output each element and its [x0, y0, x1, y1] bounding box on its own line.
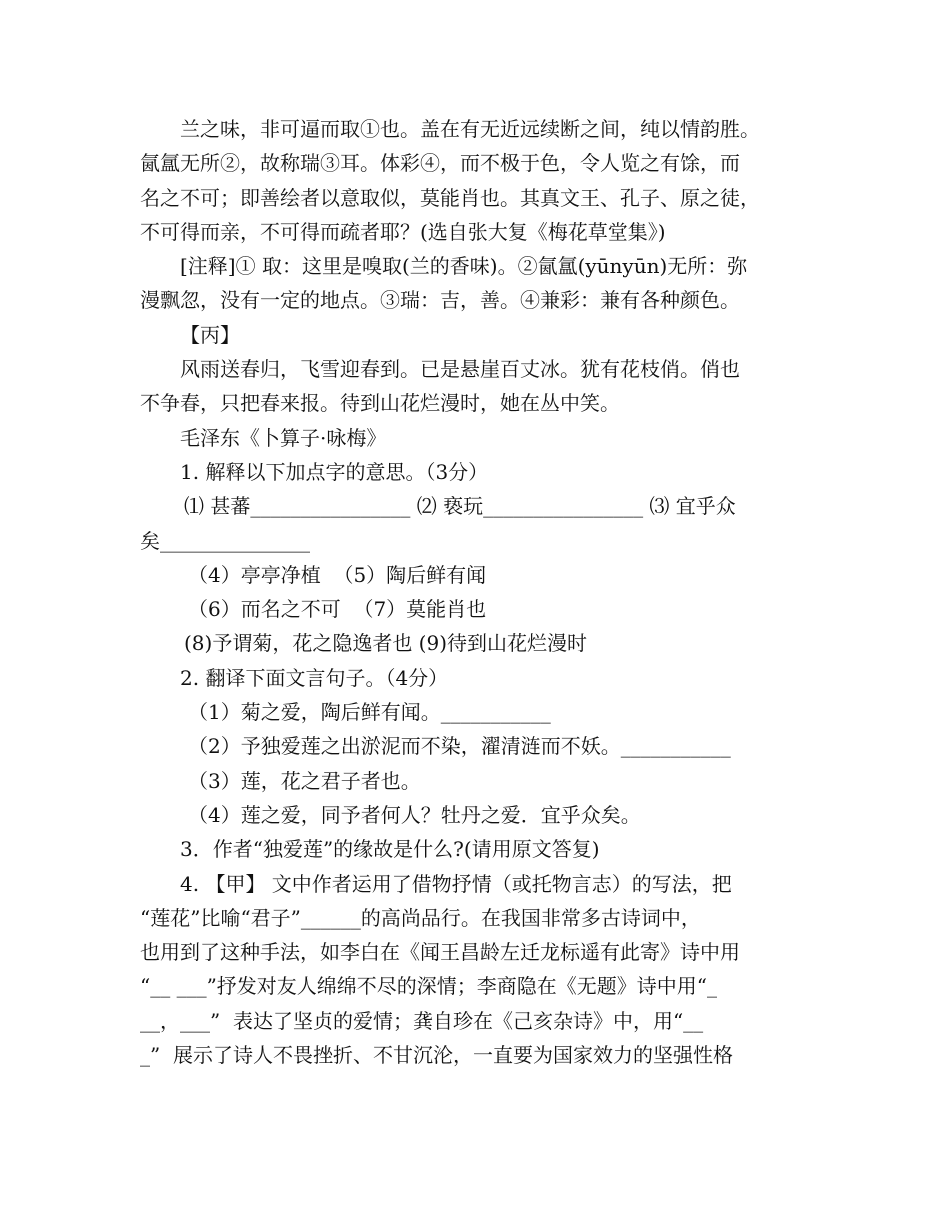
question-4-line: _” 展示了诗人不畏挫折、不甘沉沦，一直要为国家效力的坚强性格 — [140, 1043, 733, 1068]
question-1-blanks-cont: 矣_______________ — [140, 528, 310, 553]
passage-line: 兰之味，非可逼而取①也。盖在有无近远续断之间，纯以情韵胜。 — [180, 117, 760, 141]
question-4-line: __，___” 表达了坚贞的爱情；龚自珍在《己亥杂诗》中，用“__ — [140, 1008, 704, 1033]
question-2-item: （1）菊之爱，陶后鲜有闻。___________ — [188, 700, 551, 725]
question-2-item: （4）莲之爱，同予者何人？牡丹之爱．宜乎众矣。 — [188, 802, 641, 827]
section-heading-bing: 【丙】 — [180, 322, 240, 347]
question-1-items: （4）亭亭净植 （5）陶后鲜有闻 — [188, 562, 487, 587]
question-2: 2. 翻译下面文言句子。（4分） — [180, 665, 449, 690]
question-3: 3．作者“独爱莲”的缘故是什么?(请用原文答复) — [180, 837, 600, 862]
question-2-item: （2）予独爱莲之出淤泥而不染，濯清涟而不妖。___________ — [188, 734, 731, 759]
poem-attribution: 毛泽东《卜算子·咏梅》 — [180, 425, 387, 450]
question-1-blanks: ⑴ 甚蕃________________ ⑵ 亵玩________________ ⑶ 宜乎众 — [184, 494, 736, 519]
question-4: 4. 【甲】 文中作者运用了借物抒情（或托物言志）的写法，把 — [180, 871, 732, 896]
question-2-item: （3）莲，花之君子者也。 — [188, 768, 421, 793]
document-page — [140, 112, 820, 1072]
passage-line: 不可得而亲，不可得而疏者耶？(选自张大复《梅花草堂集》) — [140, 219, 666, 244]
poem-line: 风雨送春归，飞雪迎春到。已是悬崖百丈冰。犹有花枝俏。俏也 — [180, 357, 740, 382]
passage-line: 名之不可；即善绘者以意取似，莫能肖也。其真文王、孔子、原之徒， — [140, 185, 760, 210]
annotation-line: [注释]① 取：这里是嗅取(兰的香味)。②氤氲(yūnyūn)无所：弥 — [180, 254, 748, 279]
question-1-items: （6）而名之不可 （7）莫能肖也 — [188, 597, 487, 622]
question-1-items: (8)予谓菊，花之隐逸者也 (9)待到山花烂漫时 — [184, 631, 588, 656]
question-4-line: 也用到了这种手法，如李白在《闻王昌龄左迁龙标遥有此寄》诗中用 — [140, 940, 740, 965]
question-4-line: “__ ___”抒发对友人绵绵不尽的深情；李商隐在《无题》诗中用“_ — [140, 974, 718, 999]
poem-line: 不争春，只把春来报。待到山花烂漫时，她在丛中笑。 — [140, 391, 620, 416]
annotation-line: 漫飘忽，没有一定的地点。③瑞：吉，善。④兼彩：兼有各种颜色。 — [140, 288, 740, 313]
question-1: 1. 解释以下加点字的意思。（3分） — [180, 459, 489, 484]
question-4-line: “莲花”比喻“君子”______的高尚品行。在我国非常多古诗词中， — [140, 905, 701, 930]
passage-line: 氤氲无所②，故称瑞③耳。体彩④，而不极于色，令人览之有馀，而 — [140, 151, 740, 176]
